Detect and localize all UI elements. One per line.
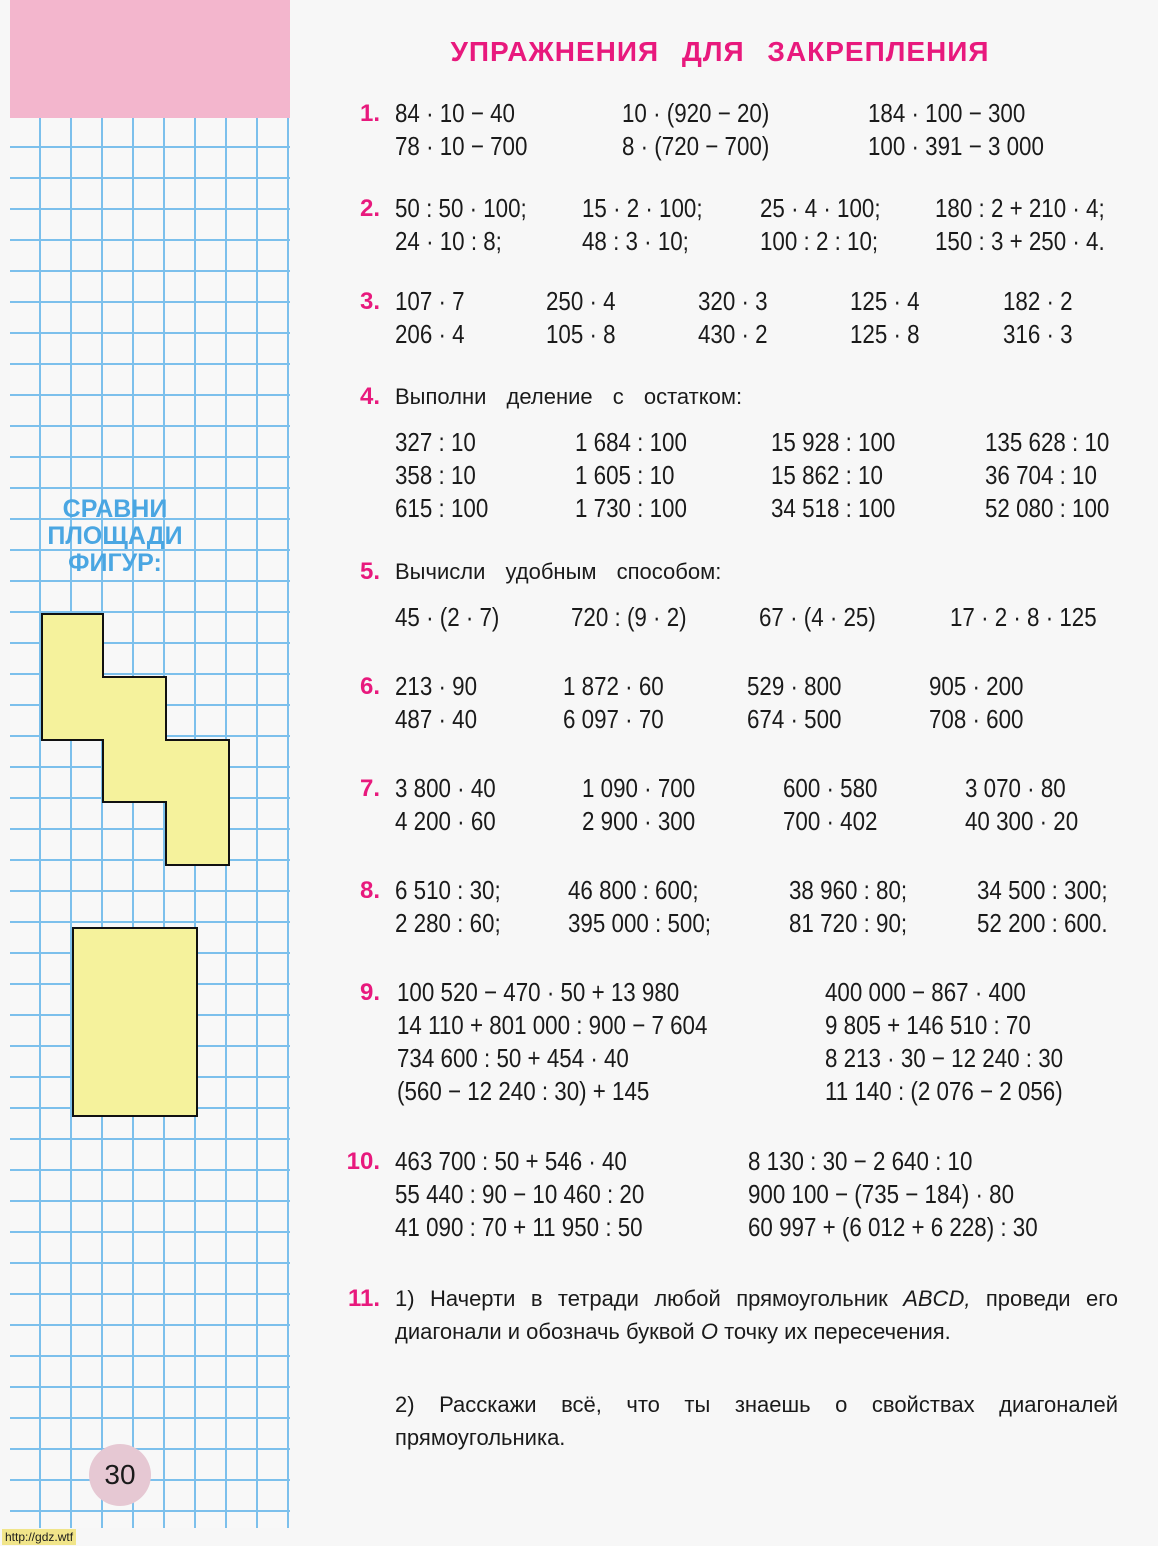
- expression: 180 : 2 + 210 · 4;: [935, 193, 1105, 223]
- expression-row: [340, 601, 1140, 634]
- sidebar-title-line: ПЛОЩАДИ: [47, 522, 183, 550]
- exercise-number: 4.: [359, 383, 380, 410]
- expression-row: [340, 459, 1140, 492]
- expression: 17 · 2 · 8 · 125: [950, 602, 1097, 632]
- exercise-number: 3.: [359, 288, 380, 315]
- expression: 50 : 50 · 100;: [395, 193, 527, 223]
- expression: 316 · 3: [1003, 319, 1073, 349]
- stepped-figure: [42, 614, 229, 865]
- exercise-number: 9.: [359, 979, 380, 1006]
- expression: 734 600 : 50 + 454 · 40: [397, 1043, 629, 1073]
- text: проведи его диагонали и обозначь буквой: [395, 1286, 1118, 1344]
- expression: 400 000 − 867 · 400: [825, 977, 1026, 1007]
- expression: 24 · 10 : 8;: [395, 226, 502, 256]
- expression: 81 720 : 90;: [789, 908, 908, 938]
- expression: 1 090 · 700: [582, 773, 696, 803]
- expression: 6 510 : 30;: [395, 875, 501, 905]
- expression-row: [340, 492, 1140, 525]
- expression: 11 140 : (2 076 − 2 056): [825, 1076, 1063, 1106]
- expression: 1 684 : 100: [575, 427, 687, 457]
- expression: 36 704 : 10: [985, 460, 1097, 490]
- expression: 125 · 8: [850, 319, 920, 349]
- page-title: УПРАЖНЕНИЯ ДЛЯ ЗАКРЕПЛЕНИЯ: [450, 36, 990, 67]
- expression: 45 · (2 · 7): [395, 602, 500, 632]
- expression: 52 080 : 100: [985, 493, 1110, 523]
- expression: 46 800 : 600;: [568, 875, 699, 905]
- expression: 55 440 : 90 − 10 460 : 20: [395, 1179, 645, 1209]
- expression: 720 : (9 · 2): [571, 602, 687, 632]
- expression: 395 000 : 500;: [568, 908, 711, 938]
- expression-row: [340, 772, 1140, 805]
- expression: 463 700 : 50 + 546 · 40: [395, 1146, 627, 1176]
- expression-row: [340, 1178, 1140, 1211]
- expression: 25 · 4 · 100;: [760, 193, 881, 223]
- exercise-number: 11.: [347, 1285, 380, 1312]
- expression: 4 200 · 60: [395, 806, 496, 836]
- expression-row: [340, 1075, 1140, 1108]
- expression: 125 · 4: [850, 286, 920, 316]
- expression: 3 070 · 80: [965, 773, 1066, 803]
- expression-row: [340, 874, 1140, 907]
- page-number: 30: [89, 1444, 151, 1506]
- text: 1) Начерти в тетради любой прямоугольник: [395, 1286, 904, 1311]
- expression: 529 · 800: [747, 671, 842, 701]
- sidebar-title-line: СРАВНИ: [62, 495, 168, 523]
- expression: 105 · 8: [546, 319, 616, 349]
- expression: 78 · 10 − 700: [395, 131, 528, 161]
- exercise-number: 5.: [359, 558, 380, 585]
- expression-row: [340, 670, 1140, 703]
- expression-row: [340, 805, 1140, 838]
- expression: 48 : 3 · 10;: [582, 226, 689, 256]
- expression: 41 090 : 70 + 11 950 : 50: [395, 1212, 643, 1242]
- expression: 40 300 · 20: [965, 806, 1079, 836]
- expression: 9 805 + 146 510 : 70: [825, 1010, 1031, 1040]
- expression: 60 997 + (6 012 + 6 228) : 30: [748, 1212, 1038, 1242]
- expression-row: [340, 976, 1140, 1009]
- expression: 184 · 100 − 300: [868, 98, 1026, 128]
- expression: 100 520 − 470 · 50 + 13 980: [397, 977, 680, 1007]
- exercise-number: 2.: [359, 195, 380, 222]
- expression: 600 · 580: [783, 773, 878, 803]
- expression: 100 · 391 − 3 000: [868, 131, 1044, 161]
- expression: 10 · (920 − 20): [622, 98, 770, 128]
- expression: 182 · 2: [1003, 286, 1073, 316]
- rectangle-figure: [73, 928, 197, 1116]
- expression: 34 500 : 300;: [977, 875, 1108, 905]
- expression-row: [340, 426, 1140, 459]
- expression: 52 200 : 600.: [977, 908, 1108, 938]
- expression: 84 · 10 − 40: [395, 98, 515, 128]
- expression: 14 110 + 801 000 : 900 − 7 604: [397, 1010, 708, 1040]
- expression: 6 097 · 70: [563, 704, 664, 734]
- text: ABCD,: [903, 1286, 971, 1311]
- expression: 206 · 4: [395, 319, 465, 349]
- expression: 900 100 − (735 − 184) · 80: [748, 1179, 1015, 1209]
- exercise-number: 8.: [359, 877, 380, 904]
- exercise-11-part-2: 2) Расскажи всё, что ты знаешь о свойствах диагоналей прямоугольника.: [395, 1392, 1118, 1450]
- expression-row: [340, 1211, 1140, 1244]
- exercise-11-part-1: [395, 1282, 1118, 1348]
- exercise-number: 10.: [346, 1148, 380, 1175]
- expression-row: [340, 1042, 1140, 1075]
- expression-row: [340, 703, 1140, 736]
- expression: 150 : 3 + 250 · 4.: [935, 226, 1105, 256]
- text: точку их пересечения.: [717, 1319, 951, 1344]
- expression: 100 : 2 : 10;: [760, 226, 879, 256]
- expression: 1 872 · 60: [563, 671, 664, 701]
- expression-row: [340, 1009, 1140, 1042]
- expression: 700 · 402: [783, 806, 878, 836]
- expression: 15 · 2 · 100;: [582, 193, 703, 223]
- expression-row: [340, 285, 1140, 318]
- exercise-task: Вычисли удобным способом:: [395, 559, 722, 584]
- expression: 430 · 2: [698, 319, 768, 349]
- expression: 1 605 : 10: [575, 460, 675, 490]
- exercise-task: Выполни деление с остатком:: [395, 384, 743, 409]
- text: O: [700, 1319, 718, 1344]
- expression: 358 : 10: [395, 460, 476, 490]
- expression: 15 928 : 100: [771, 427, 896, 457]
- watermark-link[interactable]: http://gdz.wtf: [2, 1529, 76, 1545]
- expression: 250 · 4: [546, 286, 616, 316]
- exercise-number: 7.: [359, 775, 380, 802]
- expression: 905 · 200: [929, 671, 1024, 701]
- expression-row: [340, 225, 1140, 258]
- expression: 2 900 · 300: [582, 806, 696, 836]
- expression: 320 · 3: [698, 286, 768, 316]
- expression: (560 − 12 240 : 30) + 145: [397, 1076, 650, 1106]
- exercise-number: 6.: [359, 673, 380, 700]
- expression: 3 800 · 40: [395, 773, 496, 803]
- expression: 38 960 : 80;: [789, 875, 908, 905]
- expression-row: [340, 97, 1140, 130]
- expression-row: [340, 907, 1140, 940]
- expression-row: [340, 130, 1140, 163]
- expression: 213 · 90: [395, 671, 478, 701]
- expression-row: [340, 192, 1140, 225]
- expression: 8 · (720 − 700): [622, 131, 770, 161]
- expression: 8 130 : 30 − 2 640 : 10: [748, 1146, 973, 1176]
- expression: 67 · (4 · 25): [759, 602, 876, 632]
- expression: 615 : 100: [395, 493, 489, 523]
- expression: 8 213 · 30 − 12 240 : 30: [825, 1043, 1064, 1073]
- sidebar-title-line: ФИГУР:: [68, 549, 162, 577]
- expression: 2 280 : 60;: [395, 908, 501, 938]
- exercise-number: 1.: [359, 100, 380, 127]
- expression: 107 · 7: [395, 286, 465, 316]
- expression: 15 862 : 10: [771, 460, 883, 490]
- expression: 135 628 : 10: [985, 427, 1110, 457]
- figures: [0, 0, 300, 1200]
- expression: 1 730 : 100: [575, 493, 687, 523]
- expression-row: [340, 318, 1140, 351]
- expression: 708 · 600: [929, 704, 1024, 734]
- expression-row: [340, 1145, 1140, 1178]
- expression: 487 · 40: [395, 704, 478, 734]
- expression: 34 518 : 100: [771, 493, 896, 523]
- expression: 674 · 500: [747, 704, 842, 734]
- expression: 327 : 10: [395, 427, 476, 457]
